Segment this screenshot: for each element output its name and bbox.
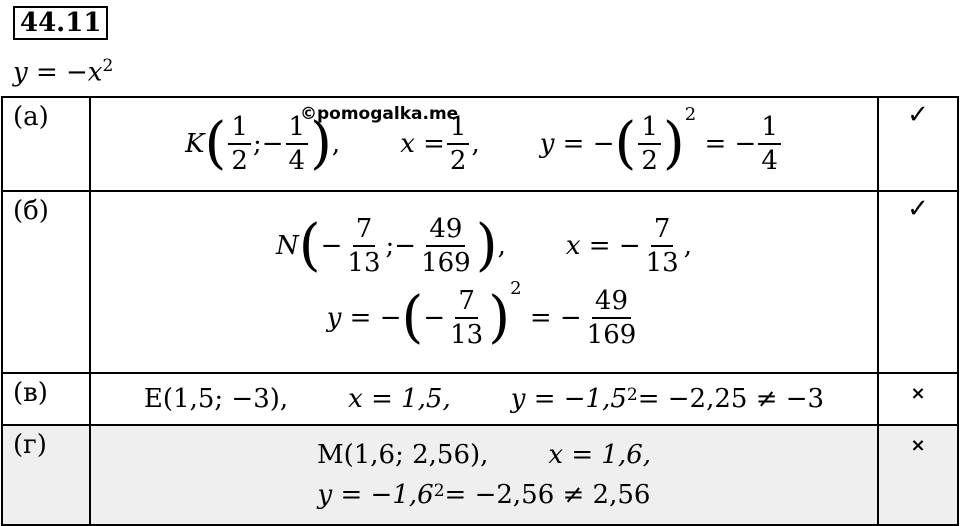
table-row [2,97,958,191]
denominator: 2 [231,146,248,176]
fraction [758,111,781,177]
table-row [2,373,958,425]
point-name: N [276,231,299,261]
comma: , [331,129,341,159]
exponent: 2 [433,481,445,501]
given-function [13,56,113,88]
row-mark [878,191,958,373]
denominator: 169 [586,320,637,350]
table-row [2,191,958,373]
x-equation: x = − [565,231,641,261]
denominator: 4 [288,146,306,176]
comma: , [497,231,506,261]
exponent: 2 [684,103,697,125]
paren-close: ) [475,213,498,278]
separator: ; [385,231,395,261]
y-result: = −2,25 ≠ −3 [637,384,825,414]
numerator: 1 [447,111,470,145]
numerator: 1 [758,111,781,145]
numerator: 49 [426,213,465,247]
row-mark [878,97,958,191]
check-icon: ✓ [907,194,929,224]
fraction [447,285,486,351]
exponent: 2 [626,385,638,405]
y-equation: y = − [326,303,402,333]
row-solution [90,425,878,525]
denominator: 169 [421,248,471,278]
x-equation: x = 1,6, [548,440,652,470]
y-equation: y = − [539,129,615,159]
paren-open: ( [401,285,424,350]
y-result: = −2,56 ≠ 2,56 [444,480,651,510]
row-solution [90,97,878,191]
row-label: (а) [2,97,90,191]
denominator: 4 [761,146,778,176]
equals-sign: = − [704,129,757,159]
separator: ; [252,129,262,159]
paren-open: ( [614,111,637,176]
paren-open: ( [204,111,227,176]
sign: − [394,231,417,261]
point-name: K [185,129,205,159]
row-label: (б) [2,191,90,373]
exponent: 2 [510,277,522,299]
row-label: (г) [2,425,90,525]
fraction [228,111,251,177]
problem-number: 44.11 [13,6,108,40]
fraction [344,213,383,279]
sign: − [320,231,343,261]
fraction [418,213,474,279]
sign: − [423,303,446,333]
numerator: 1 [286,111,309,145]
x-equation: x = 1,5, [348,384,451,414]
denominator: 13 [347,248,381,278]
numerator: 1 [228,111,251,145]
solution-line [91,103,877,177]
comma: , [471,129,480,159]
equals-sign: = − [529,303,582,333]
function-text: y = −x [13,57,103,88]
sign: − [261,129,284,159]
fraction [584,285,640,351]
denominator: 13 [450,320,484,350]
numerator: 1 [638,111,661,145]
function-exponent: 2 [102,56,114,76]
point-coords: M(1,6; 2,56), [316,440,489,470]
numerator: 7 [651,213,674,247]
cross-icon: × [910,435,926,456]
solution-line [91,440,877,470]
check-icon: ✓ [907,100,929,130]
comma: , [683,231,692,261]
denominator: 2 [641,146,658,176]
solution-line [91,480,877,510]
row-mark [878,373,958,425]
y-equation: y = −1,6 [317,480,434,510]
row-label: (в) [2,373,90,425]
solution-line [91,213,877,279]
solution-line [91,384,877,414]
numerator: 7 [455,285,478,319]
paren-close: ) [310,111,332,176]
denominator: 2 [449,146,467,176]
solution-line [91,277,877,351]
row-mark [878,425,958,525]
paren-close: ) [488,285,511,350]
watermark: ©pomogalka.me [300,104,459,124]
numerator: 49 [592,285,631,319]
x-equation: x = [400,129,445,159]
numerator: 7 [353,213,376,247]
denominator: 13 [645,248,679,278]
y-equation: y = −1,5 [510,384,627,414]
table-row [2,425,958,525]
solutions-table [1,96,959,526]
paren-close: ) [662,111,685,176]
row-solution [90,373,878,425]
cross-icon: × [910,383,926,404]
fraction [638,111,661,177]
paren-open: ( [298,213,321,278]
point-coords: E(1,5; −3), [143,384,289,414]
row-solution [90,191,878,373]
fraction [643,213,682,279]
